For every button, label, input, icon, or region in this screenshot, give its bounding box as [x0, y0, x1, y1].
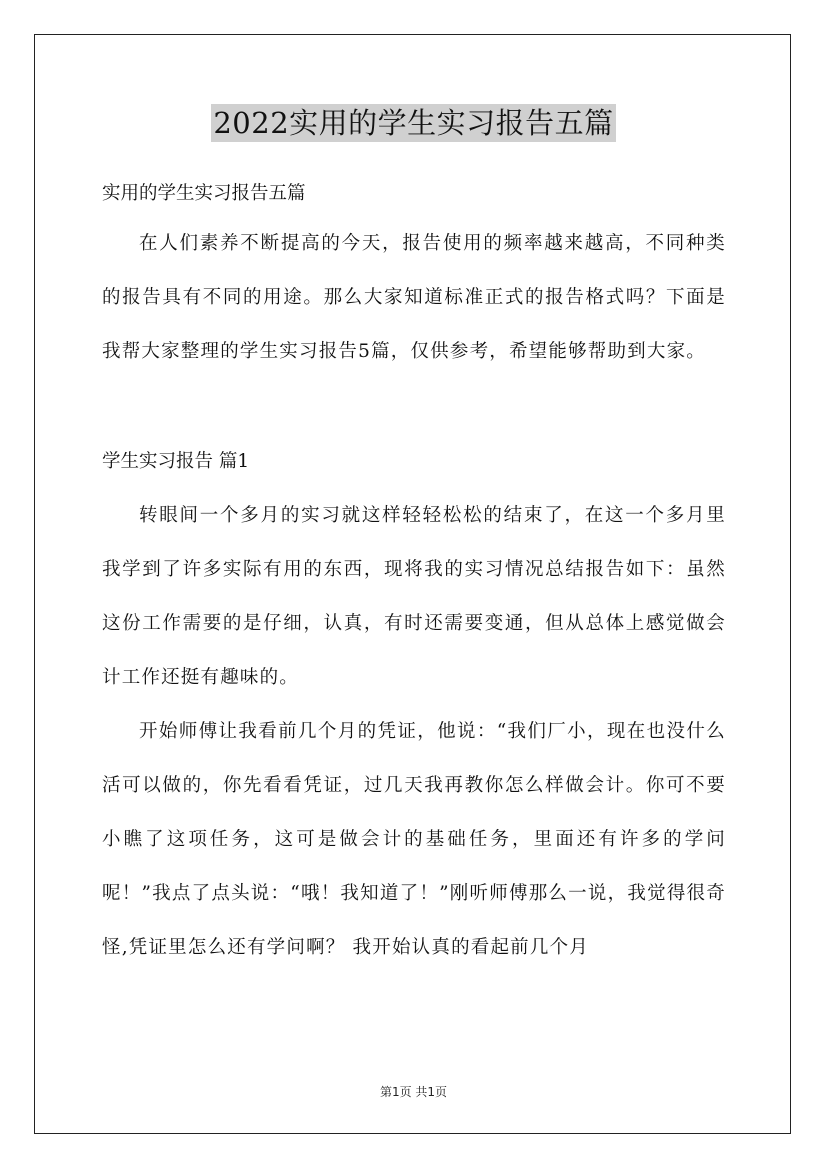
section-heading: 学生实习报告 篇1 [102, 451, 250, 472]
document-body [102, 179, 726, 975]
body-paragraph-1: 转眼间一个多月的实习就这样轻轻松松的结束了，在这一个多月里我学到了许多实际有用的东西，现将我的实习情况总结报告如下：虽然这份工作需要的是仔细，认真，有时还需要变通，但从总体上感觉做会计工作还挺有趣味的。 [102, 505, 726, 688]
document-subtitle: 实用的学生实习报告五篇 [102, 183, 306, 204]
document-title: 2022实用的学生实习报告五篇 [213, 106, 614, 140]
page-number-label: 第1页 共1页 [379, 1085, 448, 1099]
intro-paragraph: 在人们素养不断提高的今天，报告使用的频率越来越高，不同种类的报告具有不同的用途。那么大家知道标准正式的报告格式吗？下面是我帮大家整理的学生实习报告5篇，仅供参考，希望能够帮助到大家。 [102, 233, 726, 362]
page-footer [0, 1083, 827, 1100]
body-paragraph-2: 开始师傅让我看前几个月的凭证，他说：“我们厂小，现在也没什么活可以做的，你先看看凭证，过几天我再教你怎么样做会计。你可不要小瞧了这项任务，这可是做会计的基础任务，里面还有许多的学问呢！”我点了点头说：“哦！我知道了！”刚听师傅那么一说，我觉得很奇怪,凭证里怎么还有学问啊？ 我开始认真的看起前几个月 [102, 721, 726, 958]
title-container [0, 104, 827, 142]
